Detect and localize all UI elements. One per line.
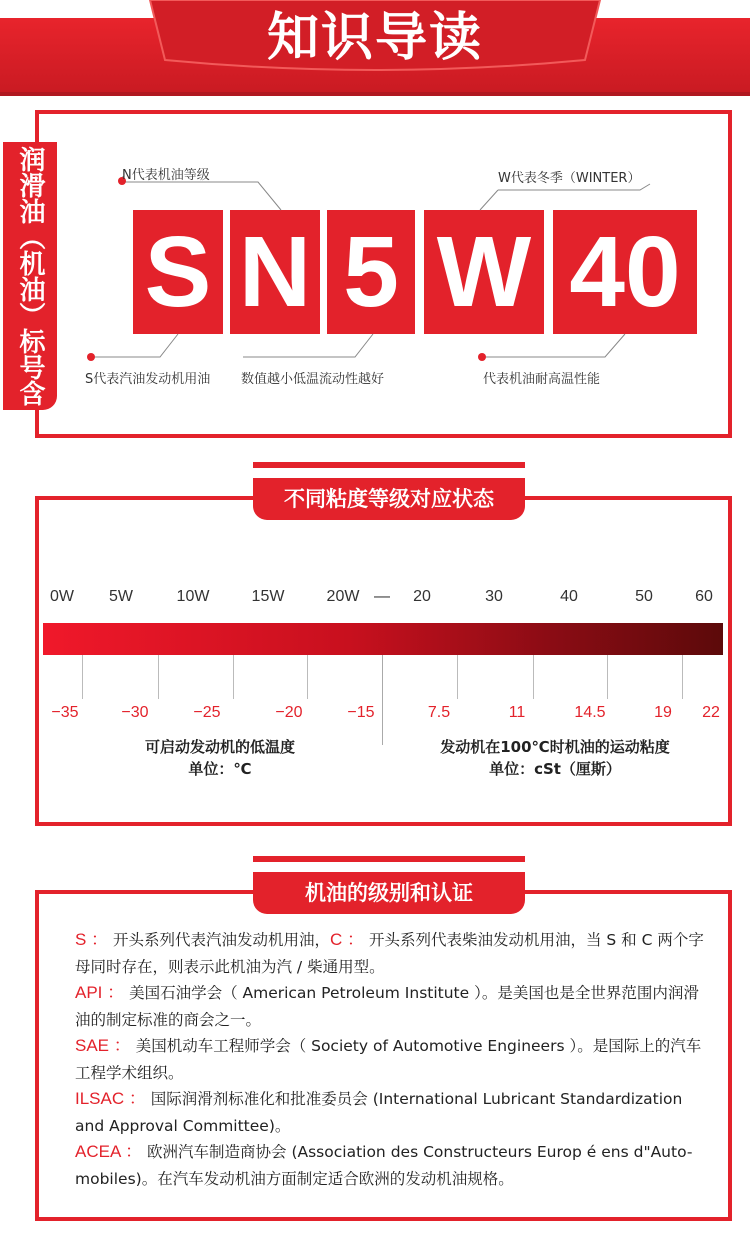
divider-line	[382, 655, 383, 745]
item-text: 美国机动车工程师学会（ Society of Automotive Engineers ）。是国际上的汽车工程学术组织。	[75, 1037, 702, 1082]
item-text: 国际润滑剂标准化和批准委员会 (International Lubricant Standardization and Approval Committee)。	[75, 1090, 683, 1135]
viscosity-label: 14.5	[574, 704, 606, 721]
annotation-s-gasoline: S代表汽油发动机用油	[85, 372, 211, 387]
item-text: 美国石油学会（ American Petroleum Institute ）。是美国也是全世界范围内润滑油的制定标准的商会之一。	[75, 984, 699, 1029]
tick-line	[307, 655, 308, 699]
item-key: ACEA ：	[75, 1142, 143, 1161]
top-label-5w: 5W	[109, 588, 133, 605]
item-key: C ：	[330, 930, 365, 949]
low-temp-unit: 单位：℃	[188, 760, 252, 778]
top-label-50: 50	[635, 588, 653, 605]
viscosity-gradient-bar	[43, 623, 723, 655]
tick-line	[233, 655, 234, 699]
list-item	[75, 1086, 705, 1139]
annotation-w-winter: W代表冬季（WINTER）	[498, 171, 641, 186]
viscosity-label: 19	[654, 704, 672, 721]
grade-letter-n: N	[238, 216, 312, 328]
top-label-20w: 20W	[326, 588, 360, 605]
top-label-10w: 10W	[176, 588, 210, 605]
tick-line	[533, 655, 534, 699]
temp-label: −35	[51, 704, 79, 721]
page-title: 知识导读	[266, 8, 483, 68]
viscosity-label: 11	[508, 704, 526, 721]
top-label-15w: 15W	[251, 588, 285, 605]
grade-letter-s: S	[144, 216, 212, 328]
item-text: 欧洲汽车制造商协会 (Association des Constructeurs Europ é ens d"Auto-mobiles)。在汽车发动机油方面制定适合欧洲的发动机油规格。	[75, 1143, 693, 1188]
tick-line	[682, 655, 683, 699]
viscosity-label: 7.5	[427, 704, 451, 721]
item-text: 开头系列代表汽油发动机用油，	[113, 931, 331, 949]
viscosity-caption: 发动机在100℃时机油的运动粘度	[440, 738, 670, 756]
tick-line	[457, 655, 458, 699]
tick-line	[607, 655, 608, 699]
temp-label: −25	[193, 704, 221, 721]
grade-number-5: 5	[343, 216, 399, 328]
item-key: SAE ：	[75, 1036, 131, 1055]
viscosity-label: 22	[702, 704, 720, 721]
tick-line	[82, 655, 83, 699]
item-text: 开头系列代表柴油发动机用油，当 S 和 C 两个字母同时存在，则表示此机油为汽 / 柴通用型。	[75, 931, 704, 976]
list-item	[75, 1139, 705, 1192]
top-label-40: 40	[560, 588, 578, 605]
top-label-60: 60	[695, 588, 713, 605]
viscosity-unit: 单位：cSt（厘斯）	[489, 760, 621, 778]
grade-letter-w: W	[436, 216, 532, 328]
section2-topbar	[253, 462, 525, 468]
top-label-30: 30	[485, 588, 503, 605]
annotation-n-grade: N代表机油等级	[122, 168, 210, 183]
item-key: API ：	[75, 983, 125, 1002]
item-key: S ：	[75, 930, 109, 949]
top-label-0w: 0W	[50, 588, 74, 605]
list-item	[75, 927, 705, 980]
annotation-lower-better: 数值越小低温流动性越好	[241, 372, 385, 387]
temp-label: −30	[121, 704, 149, 721]
certification-text	[75, 927, 705, 1192]
list-item	[75, 980, 705, 1033]
temp-label: −15	[347, 704, 375, 721]
tick-line	[158, 655, 159, 699]
grade-number-40: 40	[569, 216, 681, 328]
side-label: 润滑油（机油）标号含	[3, 142, 57, 410]
list-item	[75, 1033, 705, 1086]
item-key: ILSAC ：	[75, 1089, 146, 1108]
section2-title: 不同粘度等级对应状态	[253, 478, 525, 520]
low-temp-caption: 可启动发动机的低温度	[144, 738, 295, 756]
section3-topbar	[253, 856, 525, 862]
temp-label: −20	[275, 704, 303, 721]
top-label-dash: —	[374, 588, 390, 605]
top-label-20: 20	[413, 588, 431, 605]
annotation-high-temp: 代表机油耐高温性能	[483, 372, 601, 387]
section3-title: 机油的级别和认证	[253, 872, 525, 914]
